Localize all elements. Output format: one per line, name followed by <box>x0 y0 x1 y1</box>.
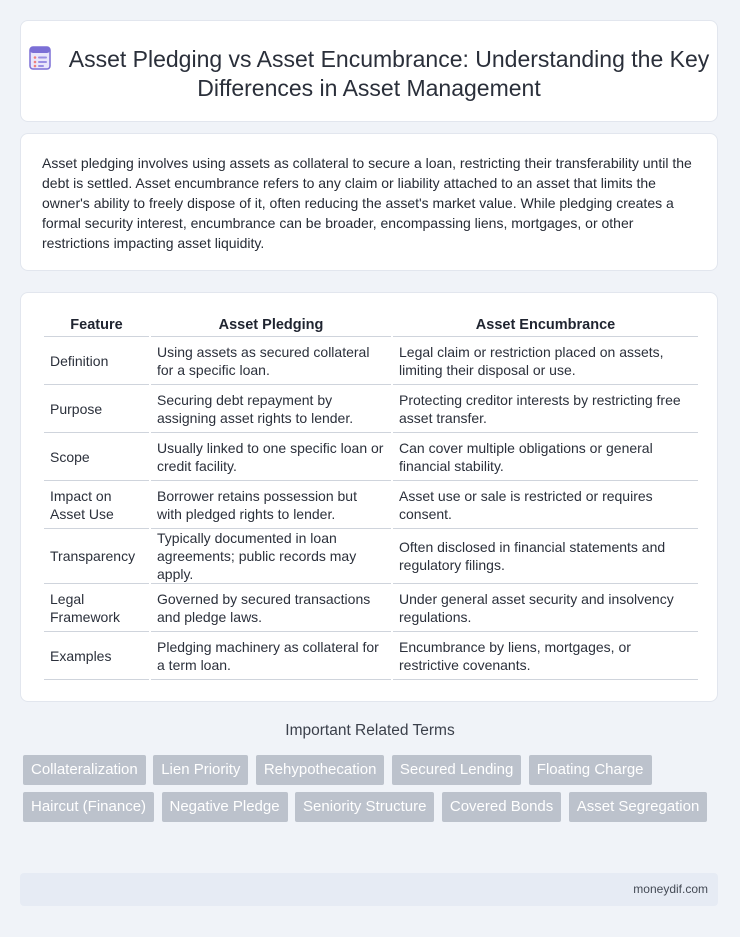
intro-card <box>20 133 718 271</box>
row-encumbrance: Often disclosed in financial statements and regulatory filings. <box>393 529 698 584</box>
table-row <box>44 433 698 481</box>
row-feature: Impact on Asset Use <box>44 481 149 529</box>
related-terms-list <box>23 755 713 829</box>
table-row <box>44 632 698 680</box>
comparison-table-card <box>20 292 718 702</box>
document-list-icon <box>29 46 51 70</box>
related-terms-heading: Important Related Terms <box>285 722 455 739</box>
page-title <box>21 45 717 103</box>
row-encumbrance: Protecting creditor interests by restricting free asset transfer. <box>393 385 698 433</box>
row-feature: Scope <box>44 433 149 481</box>
row-encumbrance: Encumbrance by liens, mortgages, or restrictive covenants. <box>393 632 698 680</box>
related-term-tag[interactable]: Asset Segregation <box>569 792 708 822</box>
header-feature: Feature <box>44 314 149 337</box>
title-text: Asset Pledging vs Asset Encumbrance: Understanding the Key Differences in Asset Management <box>68 46 710 101</box>
table-row <box>44 584 698 632</box>
table-row <box>44 337 698 385</box>
row-pledging: Typically documented in loan agreements; public records may apply. <box>151 529 391 584</box>
row-pledging: Pledging machinery as collateral for a term loan. <box>151 632 391 680</box>
row-pledging: Borrower retains possession but with pledged rights to lender. <box>151 481 391 529</box>
related-term-tag[interactable]: Collateralization <box>23 755 146 785</box>
related-term-tag[interactable]: Floating Charge <box>529 755 652 785</box>
comparison-table <box>42 314 700 680</box>
footer-bar <box>20 873 718 906</box>
row-encumbrance: Asset use or sale is restricted or requires consent. <box>393 481 698 529</box>
related-term-tag[interactable]: Negative Pledge <box>162 792 288 822</box>
row-feature: Purpose <box>44 385 149 433</box>
footer-site-link[interactable]: moneydif.com <box>633 882 708 896</box>
row-pledging: Securing debt repayment by assigning asset rights to lender. <box>151 385 391 433</box>
related-term-tag[interactable]: Seniority Structure <box>295 792 434 822</box>
row-pledging: Governed by secured transactions and pledge laws. <box>151 584 391 632</box>
related-term-tag[interactable]: Rehypothecation <box>256 755 385 785</box>
table-row <box>44 385 698 433</box>
related-term-tag[interactable]: Secured Lending <box>392 755 521 785</box>
row-feature: Definition <box>44 337 149 385</box>
related-term-tag[interactable]: Lien Priority <box>153 755 248 785</box>
related-term-tag[interactable]: Covered Bonds <box>442 792 561 822</box>
intro-paragraph: Asset pledging involves using assets as collateral to secure a loan, restricting their transferability until the debt is settled. Asset encumbrance refers to any claim or liability attached to an asset that limits the owner's ability to freely dispose of it, often reducing the asset's market value. While pledging creates a formal security interest, encumbrance can be broader, encompassing liens, mortgages, or other restrictions impacting asset liquidity. <box>42 155 692 251</box>
row-encumbrance: Under general asset security and insolvency regulations. <box>393 584 698 632</box>
table-row <box>44 529 698 584</box>
header-asset-encumbrance: Asset Encumbrance <box>393 314 698 337</box>
table-header-row <box>44 314 698 337</box>
row-encumbrance: Can cover multiple obligations or general financial stability. <box>393 433 698 481</box>
row-feature: Examples <box>44 632 149 680</box>
row-feature: Legal Framework <box>44 584 149 632</box>
row-encumbrance: Legal claim or restriction placed on assets, limiting their disposal or use. <box>393 337 698 385</box>
table-row <box>44 481 698 529</box>
related-term-tag[interactable]: Haircut (Finance) <box>23 792 154 822</box>
title-card <box>20 20 718 122</box>
row-pledging: Using assets as secured collateral for a specific loan. <box>151 337 391 385</box>
row-pledging: Usually linked to one specific loan or credit facility. <box>151 433 391 481</box>
header-asset-pledging: Asset Pledging <box>151 314 391 337</box>
row-feature: Transparency <box>44 529 149 584</box>
